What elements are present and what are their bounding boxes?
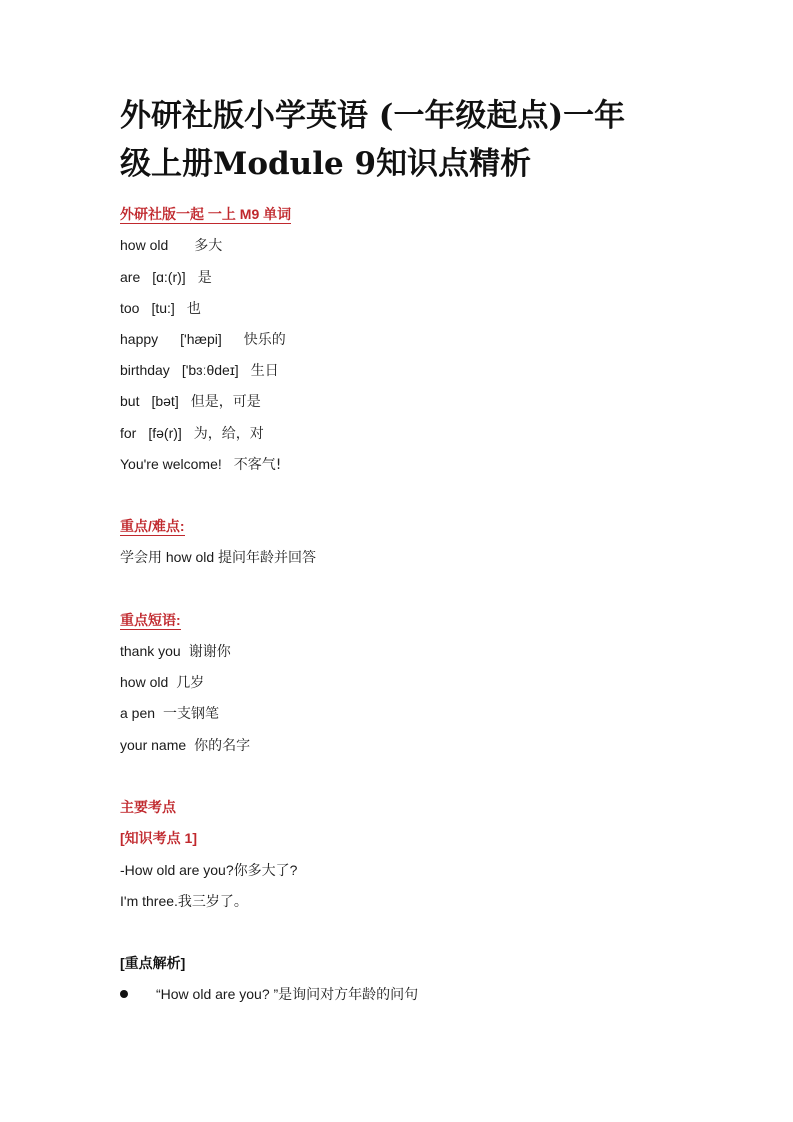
analysis-heading: [重点解析] xyxy=(120,955,186,971)
vocab-item: are [ɑ:(r)] 是 xyxy=(120,269,212,286)
key-points-text: 学会用 how old 提问年龄并回答 xyxy=(120,549,317,565)
title-line-1: 外研社版小学英语 (一年级起点)一年 xyxy=(120,98,626,134)
analysis-bullet-text: “How old are you? ”是询问对方年龄的问句 xyxy=(156,986,419,1002)
phrase-item: a pen 一支钢笔 xyxy=(120,705,220,722)
phrase-item: how old 几岁 xyxy=(120,674,205,691)
exam-points-subheading: [知识考点 1] xyxy=(120,830,197,846)
title-line-2: 级上册Module 9知识点精析 xyxy=(120,146,532,182)
phrases-heading: 重点短语: xyxy=(120,612,181,628)
key-points-heading: 重点/难点: xyxy=(120,518,185,534)
vocab-item: how old 多大 xyxy=(120,237,223,254)
vocab-item: happy ['hæpi] 快乐的 xyxy=(120,331,286,348)
vocab-item: for [fə(r)] 为，给，对 xyxy=(120,425,264,442)
exam-points-heading: 主要考点 xyxy=(120,799,176,815)
analysis-bullet-item xyxy=(120,984,418,1004)
phrase-item: your name 你的名字 xyxy=(120,737,251,754)
exam-line: I'm three.我三岁了。 xyxy=(120,893,248,909)
vocab-item: too [tu:] 也 xyxy=(120,300,201,317)
vocab-item: but [bət] 但是，可是 xyxy=(120,393,261,410)
vocab-item: birthday ['bɜːθdeɪ] 生日 xyxy=(120,362,279,379)
exam-line: -How old are you?你多大了? xyxy=(120,862,298,878)
phrase-item: thank you 谢谢你 xyxy=(120,643,231,660)
bullet-dot-icon xyxy=(120,990,128,998)
document-title xyxy=(120,92,720,188)
vocab-heading: 外研社版一起 一上 M9 单词 xyxy=(120,206,292,222)
vocab-item: You're welcome! 不客气! xyxy=(120,456,282,473)
